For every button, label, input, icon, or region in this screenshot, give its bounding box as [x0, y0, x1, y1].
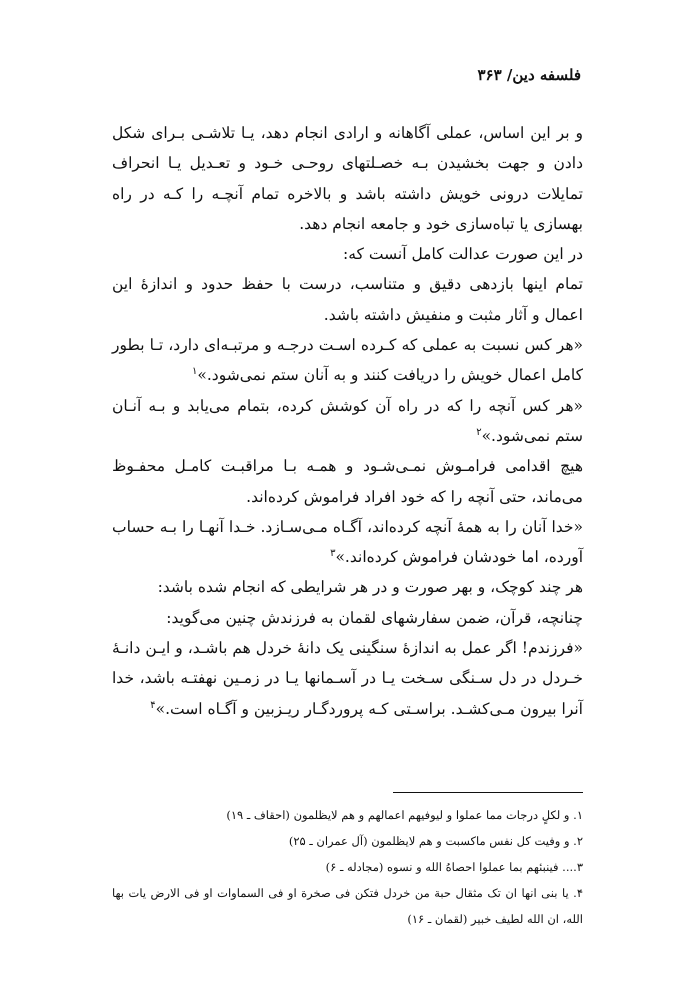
footnote-marker: ۲	[476, 426, 482, 438]
quote-paragraph: «فرزندم! اگر عمل به اندازهٔ سنگینی یک دانهٔ خردل هم باشـد، و ایـن دانـهٔ خـردل در دل سـنگی سـخت یـا در آسـمانها یـا در زمـین نهفتـه باشد، خدا آنرا بیرون مـی‌کشـد. براسـتی کـه پروردگـار ریـزبین و آگـاه است.»$^۴$	[112, 639, 583, 718]
paragraph: هیچ اقدامی فرامـوش نمـی‌شـود و همـه بـا مراقبـت کامـل محفـوظ می‌ماند، حتی آنچه را که خود افراد فراموش کرده‌اند.	[112, 457, 583, 506]
footnote-marker: ۴	[150, 699, 156, 711]
footnote-marker: ۱	[192, 366, 198, 378]
quote-paragraph: «هر کس نسبت به عملی که کـرده اسـت درجـه و مرتبـه‌ای دارد، تـا بطور کامل اعمال خویش را دریافت کنند و به آنان ستم نمی‌شود.»$^۱$	[112, 336, 583, 385]
footnote: ۱. و لکلٍ درجات مما عملوا و لیوفیهم اعمالهم و هم لایظلمون (احقاف ـ ۱۹)	[226, 808, 583, 822]
footnote-marker: ۳	[330, 548, 336, 559]
footnote: ۴. یا بنی انها ان تک مثقال حبة من خردل فتکن فی صخرة او فی السماوات او فی الارض یات بها الله، ان الله لطیف خبیر (لقمان ـ ۱۶)	[112, 886, 583, 926]
paragraph: در این صورت عدالت کامل آنست که:	[343, 245, 583, 264]
paragraph: هر چند کوچک، و بهر صورت و در هر شرایطی که انجام شده باشد:	[157, 578, 583, 597]
paragraph: چنانچه، قرآن، ضمن سفارشهای لقمان به فرزندش چنین می‌گوید:	[166, 608, 583, 627]
footnote-divider	[393, 792, 583, 793]
running-header: فلسفه دین/ ۳۶۳	[477, 66, 581, 84]
footnote: ۳.... فینبئهم بما عملوا احصاهُ الله و نسوه (مجادله ـ ۶)	[325, 860, 583, 874]
paragraph: تمام اینها بازدهی دقیق و متناسب، درست با حفظ حدود و اندازهٔ این اعمال و آثار مثبت و منفیش داشته باشد.	[112, 275, 583, 324]
footnote: ۲. و وفیت کل نفس ماکسبت و هم لایظلمون (آل عمران ـ ۲۵)	[288, 834, 583, 848]
footnotes	[112, 802, 583, 932]
paragraph: و بر این اساس، عملی آگاهانه و ارادی انجام دهد، یـا تلاشـی بـرای شکل دادن و جهت بخشیدن بـه خصـلتهای روحـی خـود و تعـدیل یـا انحراف تمایلات درونی خویش داشته باشد و بالاخره تمام آنچـه را کـه در راه بهسازی یا تباه‌سازی خود و جامعه انجام دهد.	[112, 124, 583, 233]
quote-paragraph: «خدا آنان را به همهٔ آنچه کرده‌اند، آگـاه مـی‌سـازد. خـدا آنهـا را بـه حساب آورده، اما خودشان فراموش کرده‌اند.»$^۳$	[112, 517, 583, 567]
main-text	[112, 118, 583, 724]
quote-paragraph: «هر کس آنچه را که در راه آن کوشش کرده، بتمام می‌یابد و بـه آنـان ستم نمی‌شود.»$^۲$	[112, 396, 583, 445]
